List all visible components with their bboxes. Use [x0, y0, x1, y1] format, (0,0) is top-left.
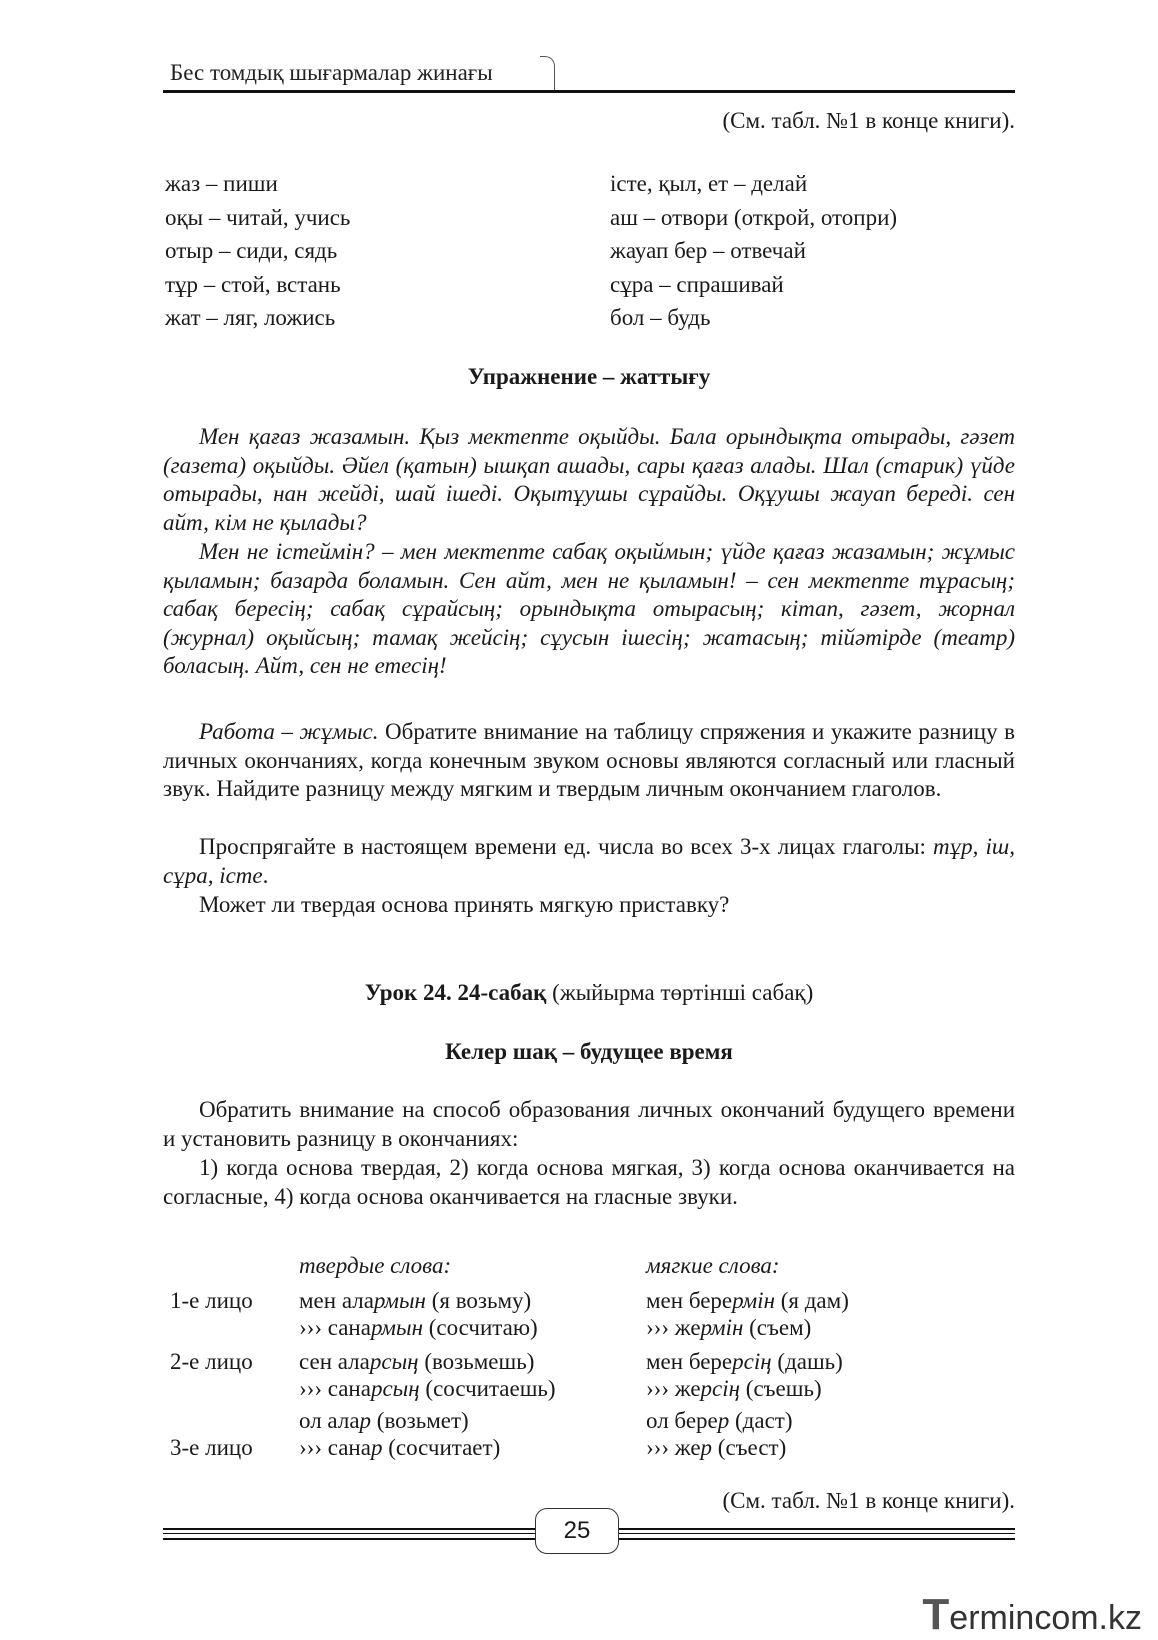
- vocab-column-left: [165, 167, 350, 335]
- site-watermark-logo: Termincom.kz: [922, 1590, 1142, 1639]
- header-rule: [163, 90, 1015, 93]
- vocab-item: жат – ляг, ложись: [165, 305, 336, 330]
- vocab-column-right: [610, 167, 897, 335]
- exercise-paragraph-2: Мен не істеймін? – мен мектепте сабақ оқыймын; үйде қағаз жазамын; жұмыс қыламын; базарда боламын. Сен айт, мен не қыламын! – сен мектепте тұрасың; сабақ бересің; сабақ сұрайсың; орындықта отырасың; кітап, гәзет, жорнал (журнал) оқыйсың; тамақ жейсің; сұусын ішесің; жатасың; тійәтірде (театр) боласың. Айт, сен не етесің!: [163, 539, 1015, 678]
- hard-words-header: твердые слова:: [299, 1253, 452, 1278]
- soft-form: ол берер (даст): [646, 1408, 793, 1433]
- question-paragraph: Может ли твердая основа принять мягкую приставку?: [199, 892, 730, 917]
- hard-form: ››› санармын (сосчитаю): [299, 1315, 538, 1340]
- vocab-item: отыр – сиди, сядь: [165, 238, 338, 263]
- person-label: 1-е лицо: [170, 1288, 253, 1313]
- hard-form: ол алар (возьмет): [299, 1408, 469, 1433]
- tense-heading: Келер шақ – будущее время: [445, 1039, 733, 1064]
- soft-form: мен берерсің (дашь): [646, 1349, 843, 1374]
- vocab-item: оқы – читай, учись: [165, 204, 351, 230]
- conjugate-text: Проспрягайте в настоящем времени ед. числа во всех 3-х лицах глаголы:: [199, 834, 934, 859]
- header-bracket-decoration: [540, 56, 555, 91]
- soft-form: ››› жерсің (съешь): [646, 1376, 822, 1401]
- page-number: 25: [535, 1508, 619, 1554]
- conjugate-verbs: тұр, іш, сұра, істе: [163, 834, 1015, 888]
- soft-words-header: мягкие слова:: [646, 1253, 780, 1278]
- soft-form: ››› жер (съест): [646, 1435, 787, 1460]
- vocab-item: істе, қыл, ет – делай: [610, 171, 808, 196]
- soft-form: ››› жермін (съем): [646, 1315, 812, 1340]
- vocab-item: жауап бер – отвечай: [610, 238, 806, 263]
- exercise-paragraph-1: Мен қағаз жазамын. Қыз мектепте оқыйды. Бала орындықта отырады, гәзет (газета) оқыйды. Әйел (қатын) ышқап ашады, сары қағаз алады. Шал (старик) үйде отырады, нан жейді, шай ішеді. Оқытұушы сұрайды. Оқұушы жауап береді. сен айт, кім не қылады?: [163, 424, 1015, 535]
- table-reference-top: (См. табл. №1 в конце книги).: [722, 108, 1015, 133]
- person-label: 2-е лицо: [170, 1349, 253, 1374]
- intro-paragraph-1: Обратить внимание на способ образования личных окончаний будущего времени и установить разницу в окончаниях:: [163, 1097, 1015, 1151]
- conjugate-end: .: [262, 862, 269, 888]
- vocab-item: аш – отвори (открой, отопри): [610, 204, 898, 230]
- vocab-item: сұра – спрашивай: [610, 271, 784, 297]
- work-text: Обратите внимание на таблицу спряжения и укажите разницу в личных окончаниях, когда конечным звуком основы являются согласный или гласный звук. Найдите разницу между мягким и твердым личным окончанием глаголов.: [163, 719, 1015, 801]
- exercise-heading: Упражнение – жаттығу: [467, 364, 711, 389]
- lesson-heading-normal: (жыйырма төртінші сабақ): [546, 980, 814, 1005]
- conjugate-paragraph: [163, 833, 1015, 890]
- hard-form: ››› санар (сосчитает): [299, 1435, 501, 1460]
- hard-form: мен алармын (я возьму): [299, 1288, 532, 1313]
- person-label: 3-е лицо: [170, 1435, 253, 1460]
- vocab-item: тұр – стой, встань: [165, 271, 341, 297]
- table-reference-bottom: (См. табл. №1 в конце книги).: [722, 1488, 1015, 1513]
- lesson-heading-bold: Урок 24. 24-сабақ: [364, 980, 547, 1005]
- lesson-heading: [163, 980, 1015, 1006]
- hard-form: ››› санарсың (сосчитаешь): [299, 1376, 556, 1401]
- intro-paragraph-2: 1) когда основа твердая, 2) когда основа мягкая, 3) когда основа оканчивается на согласные, 4) когда основа оканчивается на гласные звуки.: [163, 1155, 1015, 1209]
- vocab-item: жаз – пиши: [165, 171, 278, 196]
- vocab-item: бол – будь: [610, 305, 711, 330]
- soft-form: мен берермін (я дам): [646, 1288, 849, 1313]
- running-header: Бес томдық шығармалар жинағы: [170, 60, 493, 85]
- work-label: Работа – жұмыс.: [199, 719, 379, 744]
- work-paragraph: [163, 718, 1015, 804]
- hard-form: сен аларсың (возьмешь): [299, 1349, 535, 1374]
